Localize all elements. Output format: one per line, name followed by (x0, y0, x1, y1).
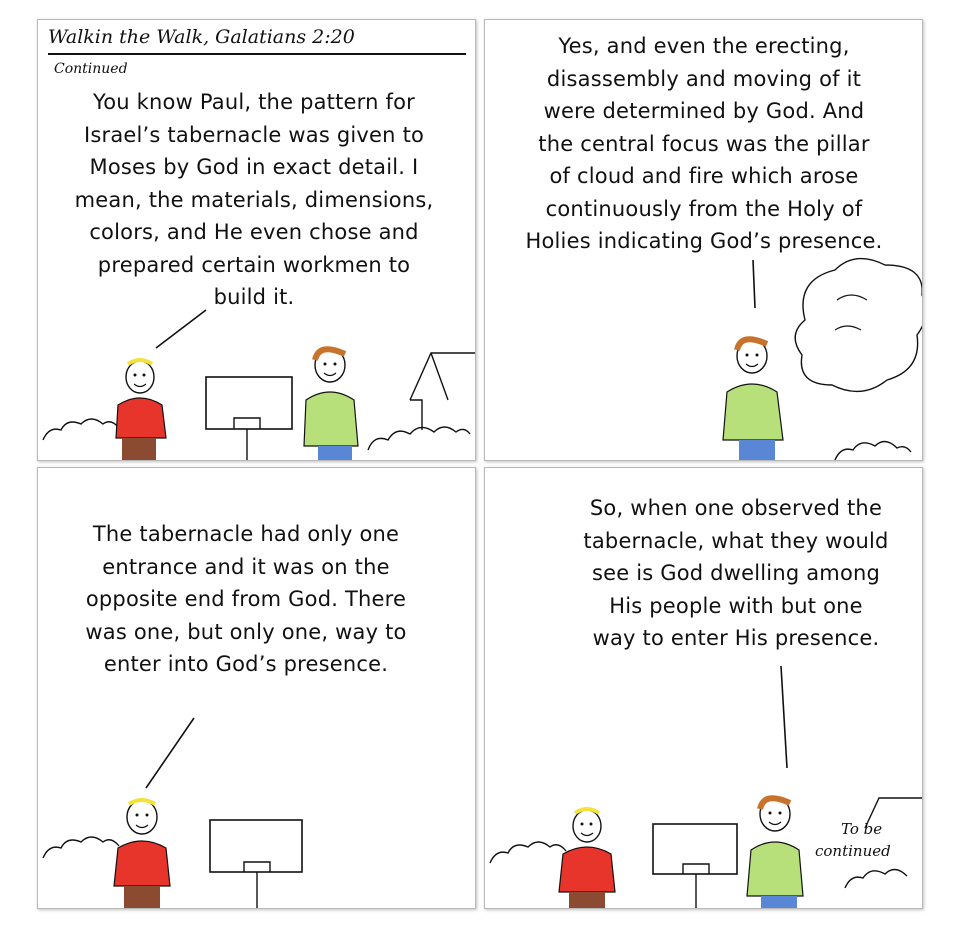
speech-line: Yes, and even the erecting, (558, 34, 850, 58)
man-green-shirt (304, 348, 358, 460)
speech-line: You know Paul, the pattern for (93, 90, 415, 114)
man-red-shirt (114, 800, 170, 908)
bush-left (490, 842, 566, 863)
speech-line: Holies indicating God’s presence. (525, 229, 883, 253)
man-red-shirt (116, 360, 166, 460)
speech-bubble-4 (563, 492, 909, 655)
comic-subtitle: Continued (54, 61, 128, 77)
bush-left (43, 837, 119, 858)
speech-line: build it. (213, 285, 295, 309)
to-be-continued-note (815, 818, 891, 862)
comic-panel-2 (484, 19, 923, 461)
speech-line: His people with but one (609, 593, 863, 618)
speech-line: was one, but only one, way to (85, 619, 407, 644)
man-green-shirt (723, 339, 783, 460)
speech-line: continuously from the Holy of (545, 196, 863, 221)
title-underline (48, 53, 466, 55)
speech-line: prepared certain workmen to (97, 252, 411, 277)
speech-line: enter into God’s presence. (103, 652, 389, 676)
man-green-shirt (747, 797, 803, 908)
bush-left (43, 419, 119, 440)
speech-line: colors, and He even chose and (89, 220, 419, 244)
speech-line: tabernacle, what they would (583, 528, 889, 553)
speech-line: opposite end from God. There (85, 587, 407, 611)
comic-title: Walkin the Walk, Galatians 2:20 (48, 26, 355, 48)
tabernacle-board (210, 820, 302, 872)
speech-line: the central focus was the pillar (538, 131, 870, 156)
speech-line: mean, the materials, dimensions, (74, 187, 434, 212)
comic-panel-1 (37, 19, 476, 461)
speech-bubble-2 (497, 30, 911, 258)
tree (795, 259, 922, 392)
speech-line: So, when one observed the (589, 496, 883, 520)
man-red-shirt (559, 809, 615, 908)
speech-line: see is God dwelling among (591, 561, 881, 585)
tabernacle-board (653, 824, 737, 874)
speech-line: way to enter His presence. (592, 626, 880, 650)
speech-line: Israel’s tabernacle was given to (83, 122, 425, 147)
tabernacle-board (206, 377, 292, 429)
speech-bubble-1 (56, 86, 452, 314)
bush-right (845, 869, 907, 888)
speech-line: disassembly and moving of it (546, 66, 862, 91)
bush (835, 441, 911, 460)
speech-line: entrance and it was on the (102, 554, 390, 579)
bush-right (368, 427, 470, 450)
note-line: continued (815, 842, 891, 860)
speech-bubble-3 (48, 518, 444, 681)
comic-panel-3 (37, 467, 476, 909)
note-line: To be (841, 820, 883, 838)
speech-line: Moses by God in exact detail. I (89, 155, 419, 179)
comic-panel-4 (484, 467, 923, 909)
house (410, 353, 475, 430)
speech-line: were determined by God. And (543, 99, 865, 123)
speech-line: of cloud and fire which arose (549, 164, 859, 188)
speech-line: The tabernacle had only one (92, 522, 400, 546)
